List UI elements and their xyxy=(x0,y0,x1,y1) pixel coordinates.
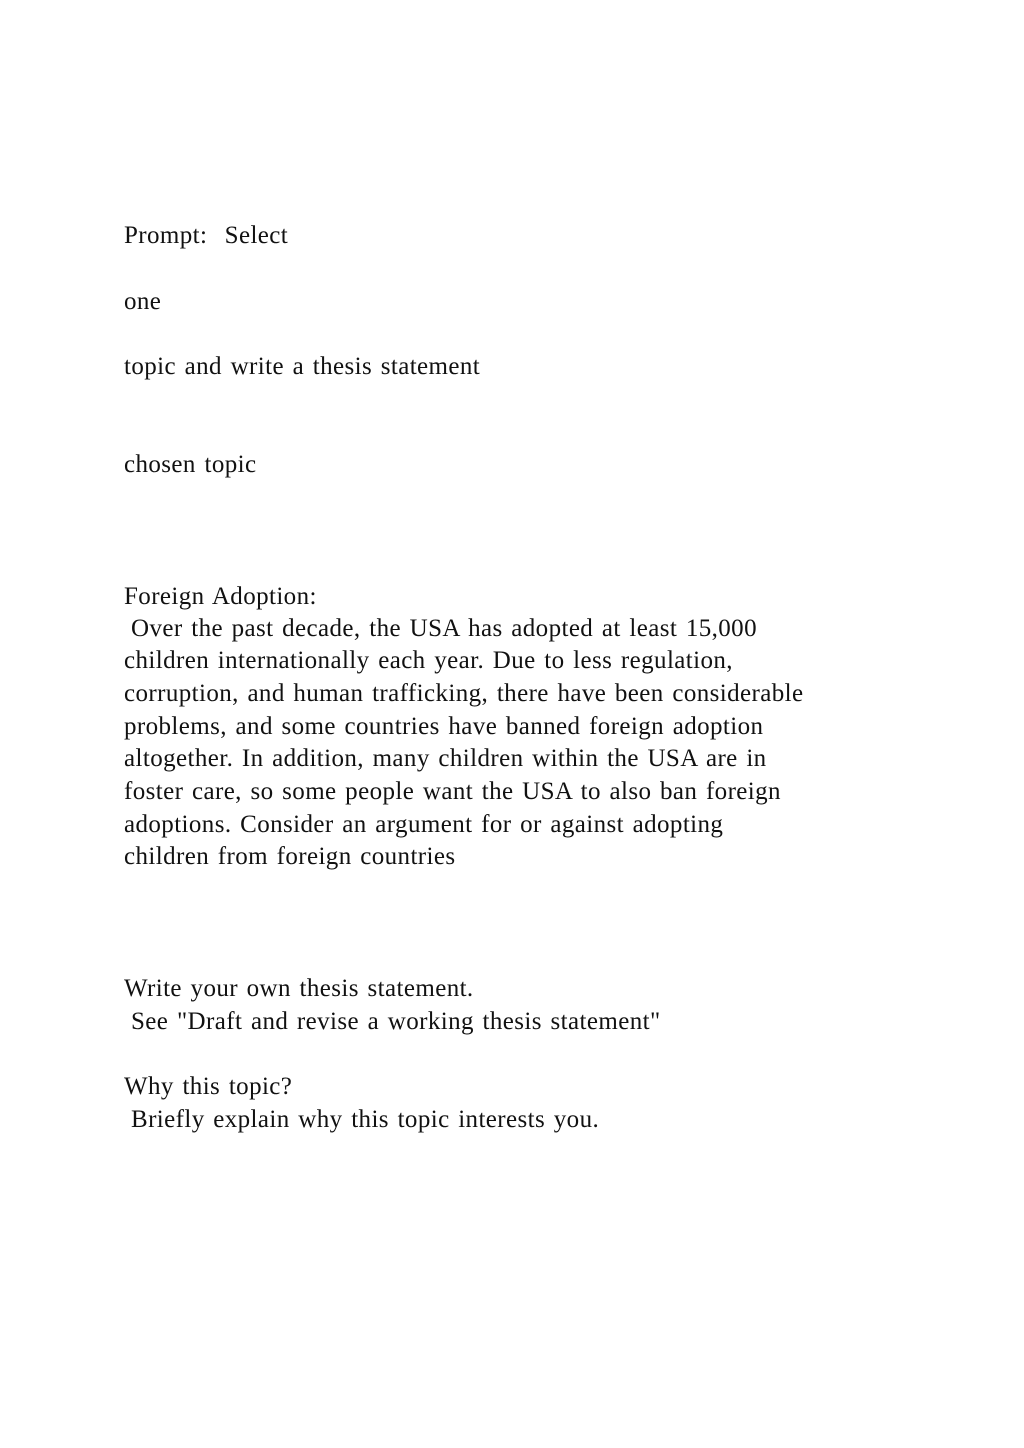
foreign-adoption-heading: Foreign Adoption: xyxy=(124,583,317,610)
foreign-adoption-body-line: corruption, and human trafficking, there have been considerable xyxy=(124,680,804,707)
foreign-adoption-body-line: Over the past decade, the USA has adopted at least 15,000 xyxy=(131,615,757,642)
thesis-instruction: See "Draft and revise a working thesis statement" xyxy=(131,1008,661,1035)
thesis-heading: Write your own thesis statement. xyxy=(124,975,474,1002)
foreign-adoption-body-line: problems, and some countries have banned foreign adoption xyxy=(124,713,764,740)
chosen-topic-label: chosen topic xyxy=(124,451,257,478)
foreign-adoption-body-line: adoptions. Consider an argument for or against adopting xyxy=(124,811,724,838)
why-topic-heading: Why this topic? xyxy=(124,1073,293,1100)
foreign-adoption-body-line: children from foreign countries xyxy=(124,843,456,870)
foreign-adoption-body-line: altogether. In addition, many children within the USA are in xyxy=(124,745,767,772)
prompt-line: Prompt: Select xyxy=(124,222,289,249)
prompt-topic-line: topic and write a thesis statement xyxy=(124,353,481,380)
prompt-one: one xyxy=(124,288,162,315)
why-topic-instruction: Briefly explain why this topic interests you. xyxy=(131,1106,600,1133)
foreign-adoption-body-line: children internationally each year. Due to less regulation, xyxy=(124,647,733,674)
foreign-adoption-body-line: foster care, so some people want the USA to also ban foreign xyxy=(124,778,781,805)
